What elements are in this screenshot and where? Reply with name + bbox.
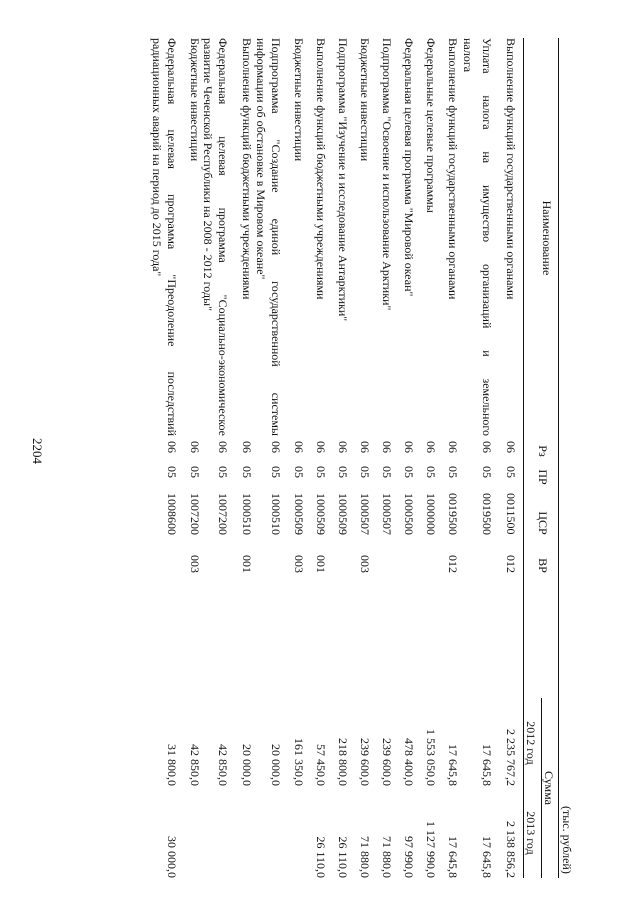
row-y2013: 1 127 990,0 <box>424 821 438 878</box>
row-vr: 003 <box>358 555 372 573</box>
row-pr: 05 <box>165 466 179 478</box>
row-pr: 05 <box>188 466 202 478</box>
row-name-line2: налога <box>461 38 475 73</box>
row-csr: 1000507 <box>380 493 394 535</box>
row-y2012: 218 800,0 <box>336 738 350 786</box>
row-name: Выполнение функций государственными органами <box>504 38 518 300</box>
row-name-line1: Подпрограмма "Создание единой государственной системы <box>269 38 283 436</box>
row-y2012: 20 000,0 <box>269 744 283 786</box>
row-rz: 06 <box>358 441 372 453</box>
row-y2013: 30 000,0 <box>165 836 179 878</box>
row-csr: 1000510 <box>269 493 283 535</box>
row-pr: 05 <box>424 466 438 478</box>
row-y2012: 42 850,0 <box>216 744 230 786</box>
header-name: Наименование <box>540 200 554 276</box>
row-rz: 06 <box>292 441 306 453</box>
row-csr: 1000509 <box>292 493 306 535</box>
row-name-line2: информации об обстановке в Мировом океане" <box>254 38 268 280</box>
row-y2013: 97 990,0 <box>402 836 416 878</box>
row-csr: 1007200 <box>188 493 202 535</box>
row-name-line2: развитие Чеченской Республики на 2008 - 2012 годы" <box>201 38 215 312</box>
row-rz: 06 <box>240 441 254 453</box>
row-pr: 05 <box>504 466 518 478</box>
header-rz: Рз <box>536 445 550 457</box>
row-pr: 05 <box>480 466 494 478</box>
row-name: Федеральная целевая программа "Мировой океан" <box>402 38 416 297</box>
row-pr: 05 <box>216 466 230 478</box>
row-rz: 06 <box>424 441 438 453</box>
row-rz: 06 <box>402 441 416 453</box>
row-rz: 06 <box>446 441 460 453</box>
row-name: Выполнение функций бюджетными учреждениями <box>314 38 328 300</box>
header-csr: ЦСР <box>536 511 550 535</box>
row-y2013: 17 645,8 <box>446 836 460 878</box>
row-name: Бюджетные инвестиции <box>188 38 202 162</box>
row-rz: 06 <box>165 441 179 453</box>
row-vr: 001 <box>240 555 254 573</box>
row-y2013: 2 138 856,2 <box>504 821 518 878</box>
row-vr: 012 <box>446 555 460 573</box>
row-y2012: 239 600,0 <box>358 738 372 786</box>
row-pr: 05 <box>240 466 254 478</box>
header-vr: ВР <box>536 558 550 573</box>
row-pr: 05 <box>314 466 328 478</box>
page-number: 2204 <box>30 438 45 464</box>
row-csr: 1000509 <box>336 493 350 535</box>
row-pr: 05 <box>402 466 416 478</box>
row-y2012: 17 645,8 <box>480 744 494 786</box>
row-csr: 1007200 <box>216 493 230 535</box>
row-name: Федеральные целевые программы <box>424 38 438 213</box>
row-vr: 012 <box>504 555 518 573</box>
row-y2012: 239 600,0 <box>380 738 394 786</box>
row-y2012: 17 645,8 <box>446 744 460 786</box>
row-y2012: 20 000,0 <box>240 744 254 786</box>
header-2013: 2013 год <box>524 811 538 855</box>
header-sum: Сумма <box>542 771 556 805</box>
row-name: Подпрограмма "Освоение и использование Арктики" <box>380 38 394 311</box>
row-y2013: 71 880,0 <box>358 836 372 878</box>
row-pr: 05 <box>269 466 283 478</box>
row-y2013: 26 110,0 <box>314 836 328 878</box>
row-y2012: 31 800,0 <box>165 744 179 786</box>
row-csr: 1008600 <box>165 493 179 535</box>
row-csr: 1000507 <box>358 493 372 535</box>
row-rz: 06 <box>216 441 230 453</box>
table-top-rule <box>558 38 559 878</box>
row-csr: 1000000 <box>424 493 438 535</box>
row-pr: 05 <box>446 466 460 478</box>
row-name-line1: Федеральная целевая программа "Преодоление последствий <box>165 38 179 436</box>
row-y2012: 57 450,0 <box>314 744 328 786</box>
row-name-line1: Федеральная целевая программа "Социально-экономическое <box>216 38 230 436</box>
row-csr: 0019500 <box>446 493 460 535</box>
row-rz: 06 <box>480 441 494 453</box>
row-name: Выполнение функций государственными органами <box>446 38 460 300</box>
row-pr: 05 <box>358 466 372 478</box>
row-pr: 05 <box>292 466 306 478</box>
row-y2012: 2 235 767,2 <box>504 729 518 786</box>
row-csr: 0019500 <box>480 493 494 535</box>
row-pr: 05 <box>380 466 394 478</box>
row-rz: 06 <box>336 441 350 453</box>
row-pr: 05 <box>336 466 350 478</box>
row-y2013: 26 110,0 <box>336 836 350 878</box>
row-csr: 1000510 <box>240 493 254 535</box>
row-vr: 001 <box>314 555 328 573</box>
row-csr: 1000500 <box>402 493 416 535</box>
row-name-line1: Уплата налога на имуществo организаций и земельного <box>480 38 494 436</box>
row-rz: 06 <box>314 441 328 453</box>
row-y2012: 161 350,0 <box>292 738 306 786</box>
row-rz: 06 <box>380 441 394 453</box>
row-name: Бюджетные инвестиции <box>358 38 372 162</box>
row-name-line2: радиационных аварий на период до 2015 года" <box>150 38 164 277</box>
row-name: Выполнение функций бюджетными учреждениями <box>240 38 254 300</box>
row-name: Подпрограмма "Изучение и исследование Антарктики" <box>336 38 350 322</box>
unit-note: (тыс. рублей) <box>560 806 574 874</box>
row-y2013: 17 645,8 <box>480 836 494 878</box>
row-y2012: 478 400,0 <box>402 738 416 786</box>
row-rz: 06 <box>188 441 202 453</box>
row-rz: 06 <box>269 441 283 453</box>
row-rz: 06 <box>504 441 518 453</box>
row-y2013: 71 880,0 <box>380 836 394 878</box>
row-csr: 1000509 <box>314 493 328 535</box>
row-y2012: 42 850,0 <box>188 744 202 786</box>
rotated-table-page <box>124 38 574 878</box>
header-2012: 2012 год <box>524 721 538 765</box>
row-vr: 003 <box>292 555 306 573</box>
header-pr: ПР <box>536 469 550 485</box>
row-name: Бюджетные инвестиции <box>292 38 306 162</box>
row-vr: 003 <box>188 555 202 573</box>
row-y2012: 1 553 050,0 <box>424 729 438 786</box>
row-csr: 0011500 <box>504 493 518 535</box>
